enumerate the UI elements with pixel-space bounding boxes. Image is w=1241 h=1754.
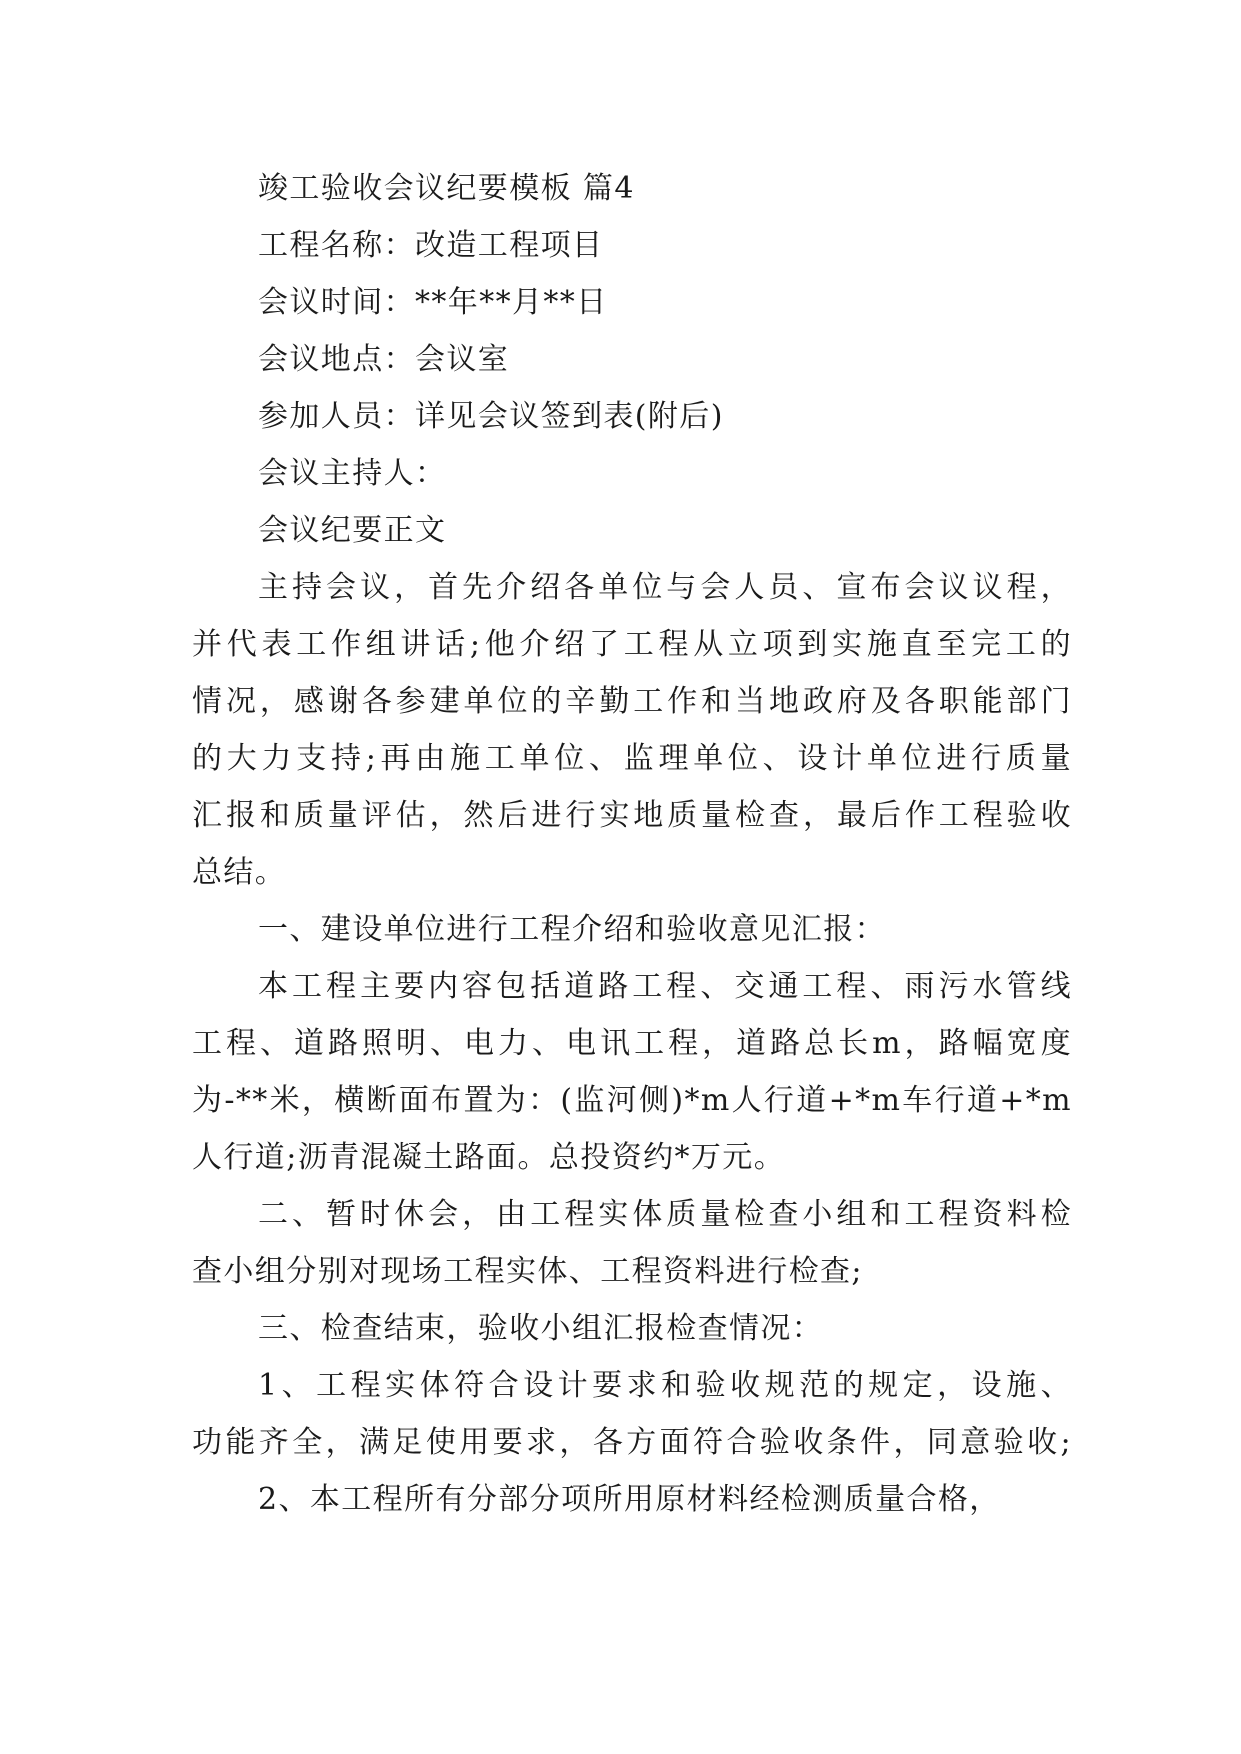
paragraph-line: 情况，感谢各参建单位的辛勤工作和当地政府及各职能部门 [192, 684, 1072, 719]
section-heading-3: 三、检查结束，验收小组汇报检查情况： [258, 1311, 824, 1346]
meeting-time-line: 会议时间：**年**月**日 [258, 285, 608, 320]
paragraph-line: 功能齐全，满足使用要求，各方面符合验收条件，同意验收; [192, 1425, 1072, 1460]
meeting-location-line: 会议地点：会议室 [258, 342, 510, 377]
attendees-line: 参加人员：详见会议签到表(附后) [258, 399, 724, 434]
paragraph-line: 汇报和质量评估，然后进行实地质量检查，最后作工程验收 [192, 798, 1072, 833]
minutes-heading: 会议纪要正文 [258, 513, 447, 548]
section-heading-2: 二、暂时休会，由工程实体质量检查小组和工程资料检 [258, 1197, 1072, 1232]
paragraph-line: 并代表工作组讲话;他介绍了工程从立项到实施直至完工的 [192, 627, 1072, 662]
paragraph-line: 的大力支持;再由施工单位、监理单位、设计单位进行质量 [192, 741, 1072, 776]
paragraph-line: 人行道;沥青混凝土路面。总投资约*万元。 [192, 1140, 786, 1175]
host-line: 会议主持人： [258, 456, 447, 491]
paragraph-line: 总结。 [192, 855, 287, 890]
paragraph-line: 为-**米，横断面布置为：(监河侧)*m人行道+*m车行道+*m [192, 1083, 1072, 1118]
list-item-1: 1、工程实体符合设计要求和验收规范的规定，设施、 [258, 1368, 1072, 1403]
paragraph-line: 主持会议，首先介绍各单位与会人员、宣布会议议程， [258, 570, 1072, 605]
project-name-line: 工程名称：改造工程项目 [258, 228, 604, 263]
document-text [192, 160, 1072, 1528]
section-heading-1: 一、建设单位进行工程介绍和验收意见汇报： [258, 912, 886, 947]
paragraph-line: 查小组分别对现场工程实体、工程资料进行检查; [192, 1254, 863, 1289]
document-title: 竣工验收会议纪要模板 篇4 [258, 171, 635, 206]
paragraph-line: 本工程主要内容包括道路工程、交通工程、雨污水管线 [258, 969, 1072, 1004]
paragraph-line: 工程、道路照明、电力、电讯工程，道路总长m，路幅宽度 [192, 1026, 1072, 1061]
list-item-2: 2、本工程所有分部分项所用原材料经检测质量合格， [258, 1482, 1001, 1517]
